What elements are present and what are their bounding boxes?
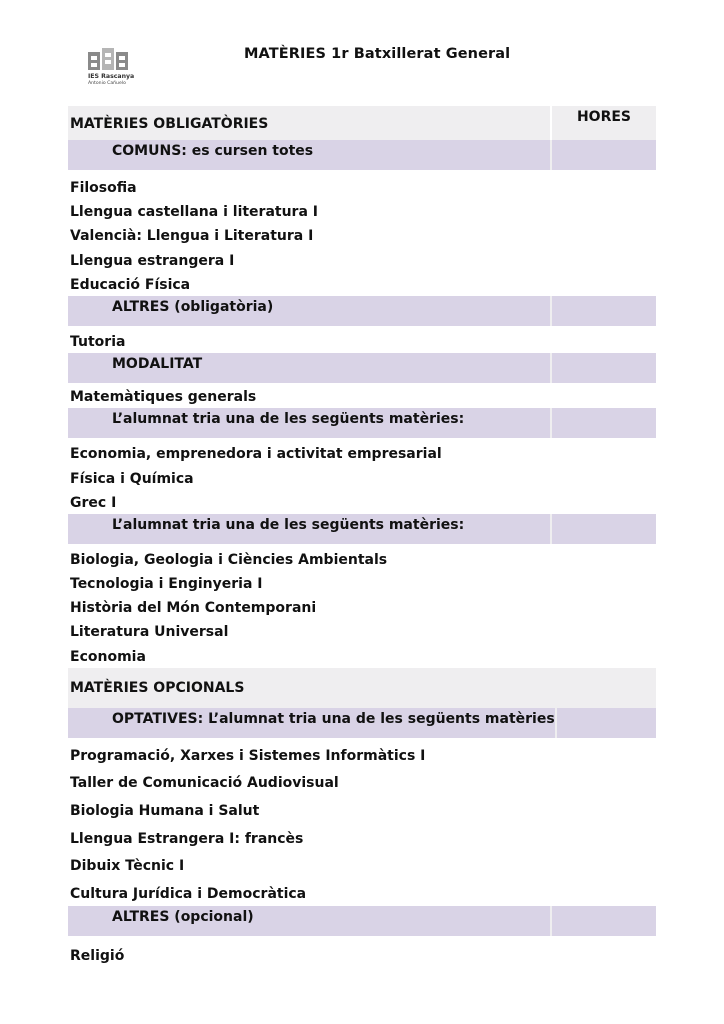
- subject-row: [68, 199, 656, 223]
- subject-name: Biologia Humana i Salut: [70, 803, 260, 819]
- subject-row: [68, 879, 656, 907]
- subject-name: Religió: [70, 948, 125, 965]
- subject-row: [68, 272, 656, 296]
- subject-row: [68, 768, 656, 796]
- subject-name: Llengua castellana i literatura I: [70, 204, 318, 221]
- subject-name: Llengua Estrangera I: francès: [70, 830, 304, 847]
- subject-name: Llengua estrangera I: [70, 252, 235, 269]
- group-label: ALTRES (opcional): [112, 909, 254, 926]
- group-hours-cell: [550, 514, 656, 544]
- group-hours-cell: [555, 708, 656, 738]
- subject-name: Educació Física: [70, 276, 191, 293]
- group-hours-cell: [550, 140, 656, 170]
- subject-row: [68, 490, 656, 514]
- subjects-table: [68, 106, 656, 968]
- hours-column-header: HORES: [550, 106, 656, 140]
- group-label: L’alumnat tria una de les següents matèries:: [112, 411, 465, 428]
- group-label: OPTATIVES: L’alumnat tria una de les següents matèries: [112, 710, 555, 727]
- group-header-choice-1: [68, 408, 656, 439]
- group-header-choice-2: [68, 514, 656, 545]
- subject-name: Economia: [70, 648, 146, 665]
- subject-name: Cultura Jurídica i Democràtica: [70, 885, 307, 902]
- section-title: MATÈRIES OPCIONALS: [70, 679, 245, 696]
- school-building-logo-icon: [88, 46, 128, 72]
- group-hours-cell: [550, 353, 656, 383]
- subject-row: [68, 796, 656, 824]
- subject-row: [68, 571, 656, 595]
- section-header-obligatories: [68, 106, 656, 140]
- subject-row: [68, 851, 656, 879]
- section-header-opcionals: [68, 668, 656, 708]
- group-header-altres-obligatoria: [68, 296, 656, 327]
- subject-row: [68, 248, 656, 272]
- subject-name: Literatura Universal: [70, 624, 229, 641]
- subject-name: Física i Química: [70, 470, 194, 487]
- subject-row: [68, 595, 656, 619]
- logo-school-name: IES Rascanya: [88, 73, 135, 80]
- group-hours-cell: [550, 906, 656, 936]
- subject-row: [68, 466, 656, 490]
- group-hours-cell: [550, 408, 656, 438]
- group-label: ALTRES (obligatòria): [112, 298, 274, 315]
- group-label: L’alumnat tria una de les següents matèries:: [112, 516, 465, 533]
- subject-name: Taller de Comunicació Audiovisual: [70, 775, 339, 792]
- subject-row: [68, 223, 656, 247]
- group-hours-cell: [550, 296, 656, 326]
- subject-row: [68, 329, 656, 353]
- group-header-comuns: [68, 140, 656, 171]
- group-header-altres-opcional: [68, 906, 656, 937]
- group-header-optatives: [68, 708, 656, 739]
- subject-name: Tecnologia i Enginyeria I: [70, 576, 263, 593]
- subject-row: [68, 619, 656, 643]
- subject-name: Història del Món Contemporani: [70, 600, 317, 617]
- subject-name: Dibuix Tècnic I: [70, 858, 185, 875]
- subject-row: [68, 644, 656, 668]
- subject-name: Matemàtiques generals: [70, 389, 257, 406]
- document-title: MATÈRIES 1r Batxillerat General: [244, 46, 511, 62]
- logo-school-subtitle: Antonio Cañuelo: [88, 81, 126, 86]
- subject-row: [68, 547, 656, 571]
- section-title: MATÈRIES OBLIGATÒRIES: [70, 116, 269, 132]
- school-logo: [88, 46, 144, 92]
- subject-name: Tutoria: [70, 333, 126, 350]
- subject-row: [68, 175, 656, 199]
- subject-name: Economia, emprenedora i activitat empresarial: [70, 446, 442, 463]
- group-label: MODALITAT: [112, 356, 203, 373]
- subject-name: Valencià: Llengua i Literatura I: [70, 228, 314, 245]
- group-label: COMUNS: es cursen totes: [112, 143, 314, 159]
- subject-row: [68, 741, 656, 769]
- subject-row: [68, 824, 656, 852]
- subject-row: [68, 943, 656, 967]
- subject-name: Biologia, Geologia i Ciències Ambientals: [70, 551, 388, 568]
- subject-row: [68, 384, 656, 408]
- subject-name: Grec I: [70, 494, 117, 511]
- subject-name: Filosofia: [70, 180, 137, 196]
- group-header-modalitat: [68, 353, 656, 384]
- subject-name: Programació, Xarxes i Sistemes Informàtics I: [70, 747, 426, 764]
- subject-row: [68, 441, 656, 465]
